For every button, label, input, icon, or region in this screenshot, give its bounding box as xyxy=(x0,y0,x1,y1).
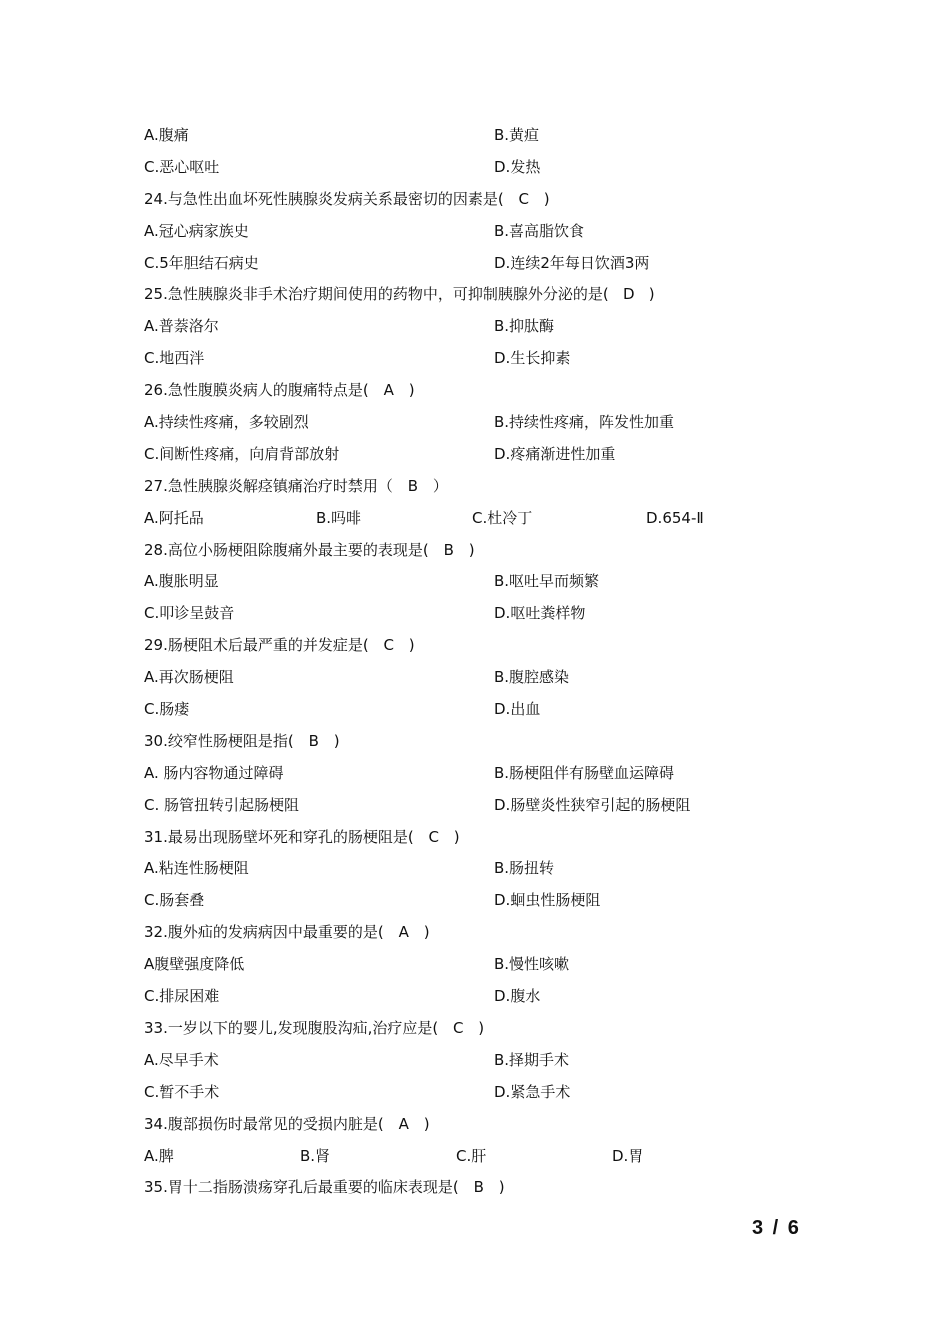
option-left: A.冠心病家族史 xyxy=(144,221,249,240)
question-stem xyxy=(144,471,824,503)
option-row xyxy=(144,758,824,790)
option-right: D.连续2年每日饮酒3两 xyxy=(494,253,650,272)
question-close-paren: ) xyxy=(648,285,655,304)
question-text: 24.与急性出血坏死性胰腺炎发病关系最密切的因素是( xyxy=(144,189,504,208)
option-left: A.腹痛 xyxy=(144,126,189,144)
option-right: D.生长抑素 xyxy=(494,349,571,368)
option-row xyxy=(144,981,824,1013)
question-text: 30.绞窄性肠梗阻是指( xyxy=(144,731,294,750)
option-right: D.疼痛渐进性加重 xyxy=(494,444,616,463)
question-text: 33.一岁以下的婴儿,发现腹股沟疝,治疗应是( xyxy=(144,1018,439,1037)
option-row xyxy=(144,853,824,885)
question-close-paren: ) xyxy=(408,636,415,655)
answer-key: B xyxy=(443,540,454,559)
question-stem xyxy=(144,375,824,407)
option-left: C.5年胆结石病史 xyxy=(144,253,259,272)
option-left: C.间断性疼痛，向肩背部放射 xyxy=(144,444,340,463)
question-list xyxy=(144,120,824,1204)
option-row xyxy=(144,216,824,248)
option-a: A.脾 xyxy=(144,1146,174,1165)
option-left: A.腹胀明显 xyxy=(144,572,219,591)
option-left: A.尽早手术 xyxy=(144,1050,219,1069)
option-right: B.慢性咳嗽 xyxy=(494,955,570,974)
question-stem xyxy=(144,184,824,216)
option-row xyxy=(144,503,824,535)
option-left: C.地西泮 xyxy=(144,349,205,368)
option-row xyxy=(144,407,824,439)
option-row xyxy=(144,1045,824,1077)
answer-key: D xyxy=(622,285,635,304)
question-stem xyxy=(144,1013,824,1045)
option-right: B.黄疸 xyxy=(494,126,540,144)
option-row xyxy=(144,343,824,375)
answer-key: B xyxy=(407,476,418,495)
option-d: D.胃 xyxy=(612,1146,644,1165)
option-a: A.阿托品 xyxy=(144,508,204,527)
option-right: B.抑肽酶 xyxy=(494,317,555,336)
option-c: C.杜冷丁 xyxy=(472,508,533,527)
question-close-paren: ) xyxy=(333,731,340,750)
option-left: A. 肠内容物通过障碍 xyxy=(144,763,284,782)
answer-key: A xyxy=(383,381,394,400)
option-right: D.腹水 xyxy=(494,987,541,1006)
option-left: C.叩诊呈鼓音 xyxy=(144,604,235,623)
option-right: D.紧急手术 xyxy=(494,1082,571,1101)
answer-key: A xyxy=(398,1114,409,1133)
question-text: 31.最易出现肠壁坏死和穿孔的肠梗阻是( xyxy=(144,827,414,846)
option-c: C.肝 xyxy=(456,1146,487,1165)
question-stem xyxy=(144,1172,824,1204)
option-d: D.654-Ⅱ xyxy=(646,508,704,527)
option-row xyxy=(144,439,824,471)
option-right: D.发热 xyxy=(494,157,541,176)
question-close-paren: ) xyxy=(543,189,550,208)
question-stem xyxy=(144,1109,824,1141)
option-row xyxy=(144,248,824,280)
question-close-paren: ) xyxy=(423,923,430,942)
question-text: 28.高位小肠梗阻除腹痛外最主要的表现是( xyxy=(144,540,429,559)
option-left: C.暂不手术 xyxy=(144,1082,220,1101)
option-row xyxy=(144,790,824,822)
option-left: C.肠套叠 xyxy=(144,891,205,910)
option-b: B.肾 xyxy=(300,1146,331,1165)
question-close-paren: ） xyxy=(432,476,448,495)
question-close-paren: ) xyxy=(478,1018,485,1037)
question-close-paren: ) xyxy=(408,381,415,400)
option-right: B.肠梗阻伴有肠壁血运障碍 xyxy=(494,763,675,782)
option-b: B.吗啡 xyxy=(316,508,362,527)
question-text: 32.腹外疝的发病病因中最重要的是( xyxy=(144,923,384,942)
question-text: 25.急性胰腺炎非手术治疗期间使用的药物中，可抑制胰腺外分泌的是( xyxy=(144,285,609,304)
question-text: 27.急性胰腺炎解痉镇痛治疗时禁用（ xyxy=(144,476,393,495)
option-right: D.蛔虫性肠梗阻 xyxy=(494,891,601,910)
question-stem xyxy=(144,822,824,854)
question-stem xyxy=(144,917,824,949)
question-text: 35.胃十二指肠溃疡穿孔后最重要的临床表现是( xyxy=(144,1178,459,1197)
answer-key: A xyxy=(398,923,409,942)
option-row xyxy=(144,694,824,726)
option-row xyxy=(144,311,824,343)
option-right: B.肠扭转 xyxy=(494,859,555,878)
option-right: D.呕吐粪样物 xyxy=(494,604,586,623)
option-right: D.肠壁炎性狭窄引起的肠梗阻 xyxy=(494,795,691,814)
question-close-paren: ) xyxy=(453,827,460,846)
page-number: 3 / 6 xyxy=(752,1217,801,1239)
answer-key: C xyxy=(428,827,439,846)
question-stem xyxy=(144,726,824,758)
option-left: A.持续性疼痛，多较剧烈 xyxy=(144,413,309,432)
question-stem xyxy=(144,279,824,311)
answer-key: B xyxy=(473,1178,484,1197)
answer-key: B xyxy=(308,731,319,750)
option-left: C. 肠管扭转引起肠梗阻 xyxy=(144,795,300,814)
option-row xyxy=(144,152,824,184)
option-left: A腹壁强度降低 xyxy=(144,955,245,974)
question-close-paren: ) xyxy=(423,1114,430,1133)
option-left: C.排尿困难 xyxy=(144,987,220,1006)
option-left: A.普萘洛尔 xyxy=(144,317,219,336)
option-left: C.恶心呕吐 xyxy=(144,157,220,176)
question-stem xyxy=(144,630,824,662)
option-row xyxy=(144,598,824,630)
option-right: D.出血 xyxy=(494,700,541,719)
option-right: B.喜高脂饮食 xyxy=(494,221,585,240)
option-row xyxy=(144,949,824,981)
question-close-paren: ) xyxy=(498,1178,505,1197)
option-left: A.再次肠梗阻 xyxy=(144,668,234,687)
option-row xyxy=(144,566,824,598)
option-left: A.粘连性肠梗阻 xyxy=(144,859,249,878)
answer-key: C xyxy=(383,636,394,655)
question-text: 26.急性腹膜炎病人的腹痛特点是( xyxy=(144,381,369,400)
option-row xyxy=(144,1077,824,1109)
option-right: B.持续性疼痛，阵发性加重 xyxy=(494,413,675,432)
option-row xyxy=(144,120,824,152)
question-stem xyxy=(144,535,824,567)
answer-key: C xyxy=(518,189,529,208)
option-right: B.择期手术 xyxy=(494,1050,570,1069)
option-right: B.腹腔感染 xyxy=(494,668,570,687)
question-close-paren: ) xyxy=(468,540,475,559)
option-row xyxy=(144,662,824,694)
question-text: 29.肠梗阻术后最严重的并发症是( xyxy=(144,636,369,655)
question-text: 34.腹部损伤时最常见的受损内脏是( xyxy=(144,1114,384,1133)
answer-key: C xyxy=(453,1018,464,1037)
option-row xyxy=(144,885,824,917)
option-left: C.肠瘘 xyxy=(144,700,190,719)
option-row xyxy=(144,1141,824,1173)
option-right: B.呕吐早而频繁 xyxy=(494,572,600,591)
